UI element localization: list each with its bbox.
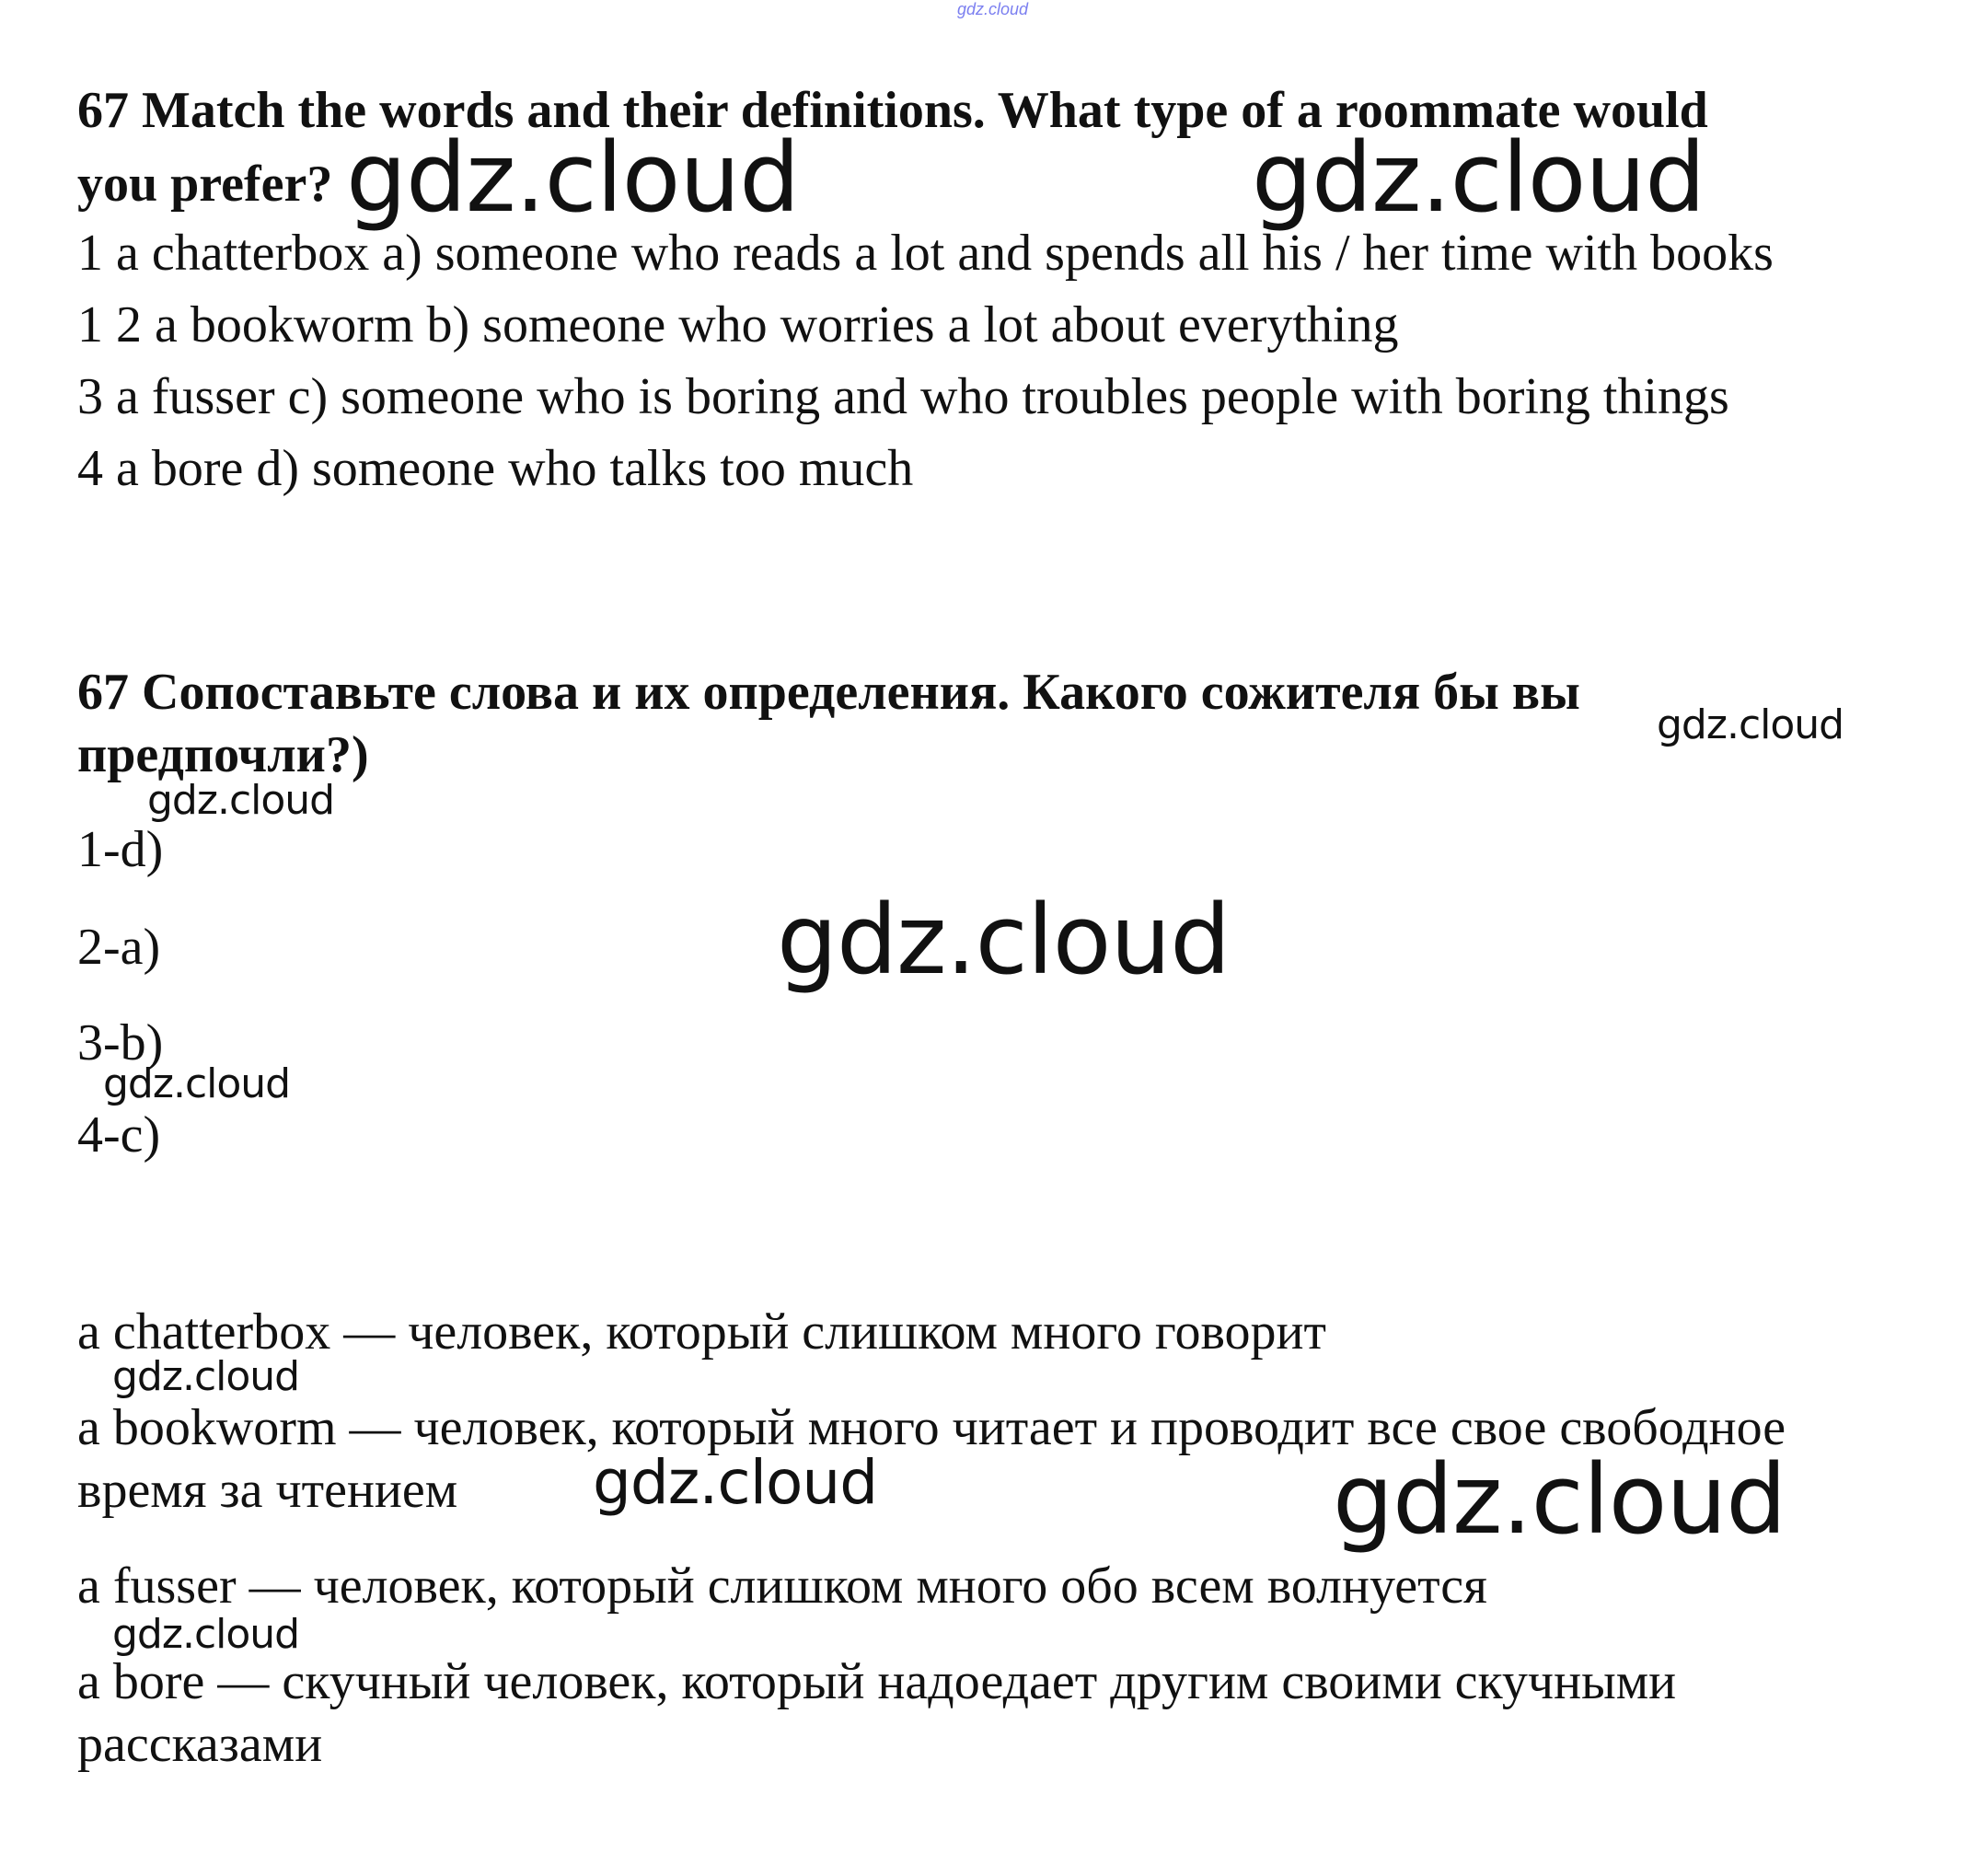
watermark: gdz.cloud (112, 1353, 300, 1400)
watermark: gdz.cloud (1657, 701, 1844, 748)
exercise-line-3: 3 a fusser c) someone who is boring and who troubles people with boring things (77, 368, 1729, 425)
definition-chatterbox: a chatterbox — человек, который слишком много говорит (77, 1303, 1326, 1361)
answer-2: 2-a) (77, 919, 161, 976)
watermark: gdz.cloud (346, 122, 800, 234)
definition-bore-cont: рассказами (77, 1716, 323, 1773)
answer-4: 4-c) (77, 1106, 161, 1164)
exercise-line-2: 1 2 a bookworm b) someone who worries a lot about everything (77, 296, 1399, 353)
watermark: gdz.cloud (103, 1060, 291, 1107)
top-watermark: gdz.cloud (957, 0, 1029, 18)
watermark: gdz.cloud (593, 1447, 878, 1518)
watermark: gdz.cloud (1252, 122, 1705, 234)
exercise-heading-ru-line1: 67 Сопоставьте слова и их определения. Какого сожителя бы вы (77, 664, 1580, 721)
watermark: gdz.cloud (112, 1611, 300, 1658)
exercise-line-1: 1 a chatterbox a) someone who reads a lot and spends all his / her time with books (77, 225, 1774, 282)
answer-1: 1-d) (77, 821, 164, 878)
exercise-heading-en-line1: 67 Match the words and their definitions. What type of a roommate would (77, 82, 1708, 139)
exercise-line-4: 4 a bore d) someone who talks too much (77, 440, 914, 497)
exercise-heading-en-line2: you prefer? (77, 156, 333, 213)
definition-fusser: a fusser — человек, который слишком много обо всем волнуется (77, 1558, 1487, 1615)
definition-bookworm: a bookworm — человек, который много читает и проводит все свое свободное (77, 1399, 1786, 1456)
watermark: gdz.cloud (147, 777, 335, 824)
definition-bookworm-cont: время за чтением (77, 1462, 458, 1519)
watermark: gdz.cloud (777, 884, 1231, 996)
exercise-heading-ru-line2: предпочли?) (77, 726, 369, 783)
answer-3: 3-b) (77, 1014, 164, 1071)
definition-bore: a bore — скучный человек, который надоедает другим своими скучными (77, 1653, 1677, 1710)
watermark: gdz.cloud (1333, 1443, 1786, 1556)
